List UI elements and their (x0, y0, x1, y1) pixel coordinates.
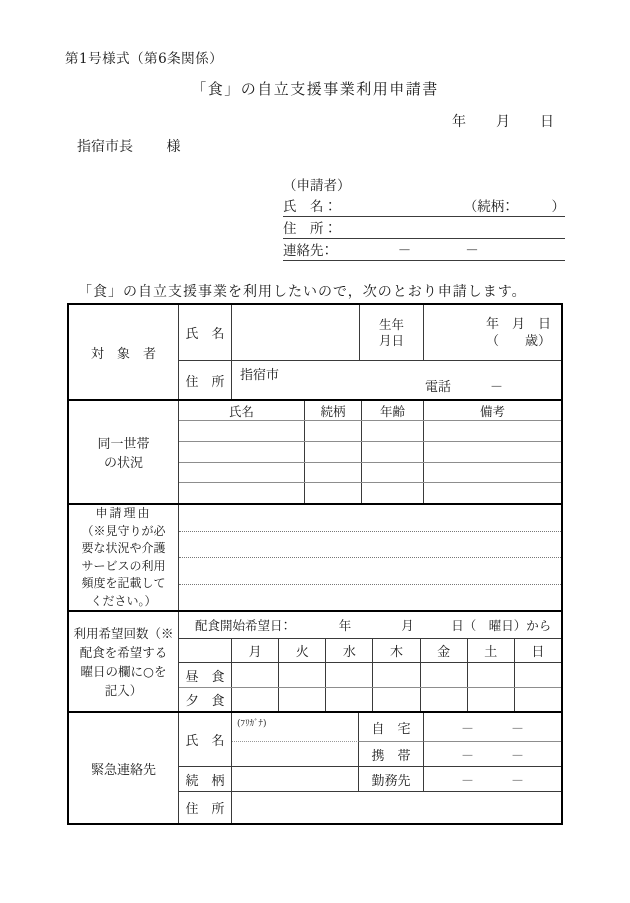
reason-label (69, 505, 179, 610)
frequency-label-line3: 曜日の欄に○を (80, 663, 167, 679)
applicant-address-label: 住 所： (283, 221, 337, 237)
weekday-fri: 金 (421, 639, 468, 662)
household-label (69, 401, 179, 503)
applicant-block (283, 174, 565, 261)
target-city-prefill: 指宿市 (240, 368, 280, 383)
date-line (452, 111, 554, 131)
intro-sentence: 「食」の自立支援事業を利用したいので，次のとおり申請します。 (78, 284, 527, 300)
target-telephone-label: 電話 － (425, 380, 504, 395)
reason-label-line1: 申請理由 (95, 506, 152, 520)
household-cell-relation (305, 463, 362, 483)
target-name-input-area (232, 305, 360, 360)
lunch-mark-cell (373, 663, 420, 687)
weekday-wed: 水 (326, 639, 373, 662)
page-title: 「食」の自立支援事業利用申請書 (191, 80, 439, 98)
dinner-mark-cell (326, 688, 373, 711)
target-date-units: 年 月 日 (485, 316, 551, 332)
household-empty-row (179, 463, 561, 484)
applicant-contact-label: 連絡先： － － (283, 243, 479, 259)
household-cell-name (179, 421, 305, 441)
frequency-label (69, 612, 179, 711)
birth-label-line2: 月日 (378, 332, 404, 348)
weekday-sat: 土 (468, 639, 515, 662)
lunch-mark-cell (326, 663, 373, 687)
section-application-reason (69, 505, 561, 612)
household-cell-remarks (424, 483, 561, 503)
emergency-relation-input-area (232, 767, 359, 792)
reason-label-line5: 頻度を記載して (81, 576, 166, 590)
household-header-relation: 続柄 (305, 401, 362, 420)
dinner-mark-cell (515, 688, 561, 711)
delivery-start-date-row: 配食開始希望日： 年 月 日（ 曜日）から (179, 612, 561, 639)
household-empty-row (179, 442, 561, 463)
household-header-row (179, 401, 561, 421)
reason-label-line2: （※見守りが必 (81, 523, 166, 538)
household-empty-row (179, 421, 561, 442)
reason-writing-area (179, 505, 561, 610)
target-age-units: （ 歳） (485, 333, 551, 349)
emergency-mobile-label: 携 帯 (359, 742, 424, 767)
applicant-zokugara-label: （続柄： ） (463, 199, 565, 215)
lunch-mark-cell (468, 663, 515, 687)
application-table (67, 303, 563, 825)
dinner-mark-cell (373, 688, 420, 711)
household-cell-relation (305, 442, 362, 462)
lunch-mark-cell (279, 663, 326, 687)
addressee-name: 指宿市長 (77, 139, 133, 155)
dinner-row (179, 688, 561, 711)
lunch-mark-cell (232, 663, 279, 687)
emergency-home-label: 自 宅 (359, 713, 424, 742)
phone-dash: － (460, 773, 474, 789)
reason-writing-line (179, 558, 561, 585)
section-household (69, 401, 561, 505)
applicant-address-field (283, 217, 565, 239)
section-desired-frequency (69, 612, 561, 713)
applicant-name-label: 氏 名： (283, 199, 337, 215)
phone-dash: － (510, 721, 524, 737)
frequency-label-line4: 記入） (104, 682, 143, 698)
applicant-name-field (283, 195, 565, 217)
reason-label-line4: サービスの利用 (81, 558, 166, 573)
target-person-label: 対 象 者 (69, 305, 179, 399)
household-label-line1: 同一世帯 (97, 437, 150, 452)
applicant-contact-field (283, 239, 565, 261)
applicant-header: （申請者） (283, 178, 351, 194)
household-cell-age (362, 442, 424, 462)
weekday-tue: 火 (279, 639, 326, 662)
emergency-furigana-label: (ﾌﾘｶﾞﾅ) (232, 713, 359, 742)
household-header-remarks: 備考 (479, 403, 505, 419)
date-year-label: 年 (452, 114, 466, 130)
dinner-label: 夕 食 (179, 688, 232, 711)
target-address-input-area (232, 361, 561, 399)
weekday-header-row (179, 639, 561, 663)
lunch-label: 昼 食 (179, 663, 232, 687)
emergency-name-input-area (232, 742, 359, 767)
dinner-mark-cell (468, 688, 515, 711)
household-header-age: 年齢 (362, 401, 424, 420)
household-cell-age (362, 463, 424, 483)
lunch-mark-cell (515, 663, 561, 687)
reason-label-line6: ください。） (90, 593, 157, 608)
section-target-person (69, 305, 561, 401)
emergency-mobile-phone-area (424, 742, 561, 767)
household-label-line2: の状況 (103, 456, 143, 471)
household-cell-remarks (424, 421, 561, 441)
household-cell-remarks (424, 442, 561, 462)
emergency-address-label: 住 所 (179, 792, 232, 823)
form-number: 第1号様式（第6条関係） (65, 51, 224, 67)
emergency-relation-label: 続 柄 (179, 767, 232, 792)
weekday-thu: 木 (373, 639, 420, 662)
reason-label-line3: 要な状況や介護 (81, 541, 166, 555)
target-address-label: 住 所 (179, 361, 232, 399)
emergency-workplace-label: 勤務先 (359, 767, 424, 792)
date-day-label: 日 (540, 114, 554, 130)
phone-dash: － (510, 748, 524, 764)
emergency-address-input-area (232, 792, 561, 823)
weekday-header-spacer (179, 639, 232, 662)
household-cell-name (179, 483, 305, 503)
household-cell-name (179, 442, 305, 462)
lunch-row (179, 663, 561, 688)
emergency-work-phone-area (424, 767, 561, 792)
household-cell-relation (305, 483, 362, 503)
target-name-label: 氏 名 (179, 305, 232, 360)
phone-dash: － (460, 721, 474, 737)
dinner-mark-cell (232, 688, 279, 711)
dinner-mark-cell (279, 688, 326, 711)
household-cell-name (179, 463, 305, 483)
addressee-honorific: 様 (166, 139, 181, 155)
birth-label-line1: 生年 (378, 316, 404, 332)
household-cell-age (362, 483, 424, 503)
household-empty-row (179, 483, 561, 503)
reason-writing-line (179, 532, 561, 559)
reason-writing-line (179, 585, 561, 611)
target-birthdate-input-area (424, 305, 561, 360)
weekday-sun: 日 (531, 645, 545, 660)
section-emergency-contact (69, 713, 561, 823)
frequency-label-line1: 利用希望回数（※ (73, 625, 174, 641)
emergency-label: 緊急連絡先 (69, 713, 179, 823)
household-cell-age (362, 421, 424, 441)
lunch-mark-cell (421, 663, 468, 687)
emergency-home-phone-area (424, 713, 561, 742)
emergency-name-label: 氏 名 (179, 713, 232, 767)
household-cell-relation (305, 421, 362, 441)
date-month-label: 月 (496, 114, 510, 130)
household-header-name: 氏名 (179, 401, 305, 420)
addressee-line (77, 136, 180, 156)
weekday-mon: 月 (232, 639, 279, 662)
target-birthdate-label (360, 305, 424, 360)
phone-dash: － (510, 773, 524, 789)
reason-writing-line (179, 505, 561, 532)
frequency-label-line2: 配食を希望する (79, 644, 168, 660)
phone-dash: － (460, 748, 474, 764)
dinner-mark-cell (421, 688, 468, 711)
household-cell-remarks (424, 463, 561, 483)
